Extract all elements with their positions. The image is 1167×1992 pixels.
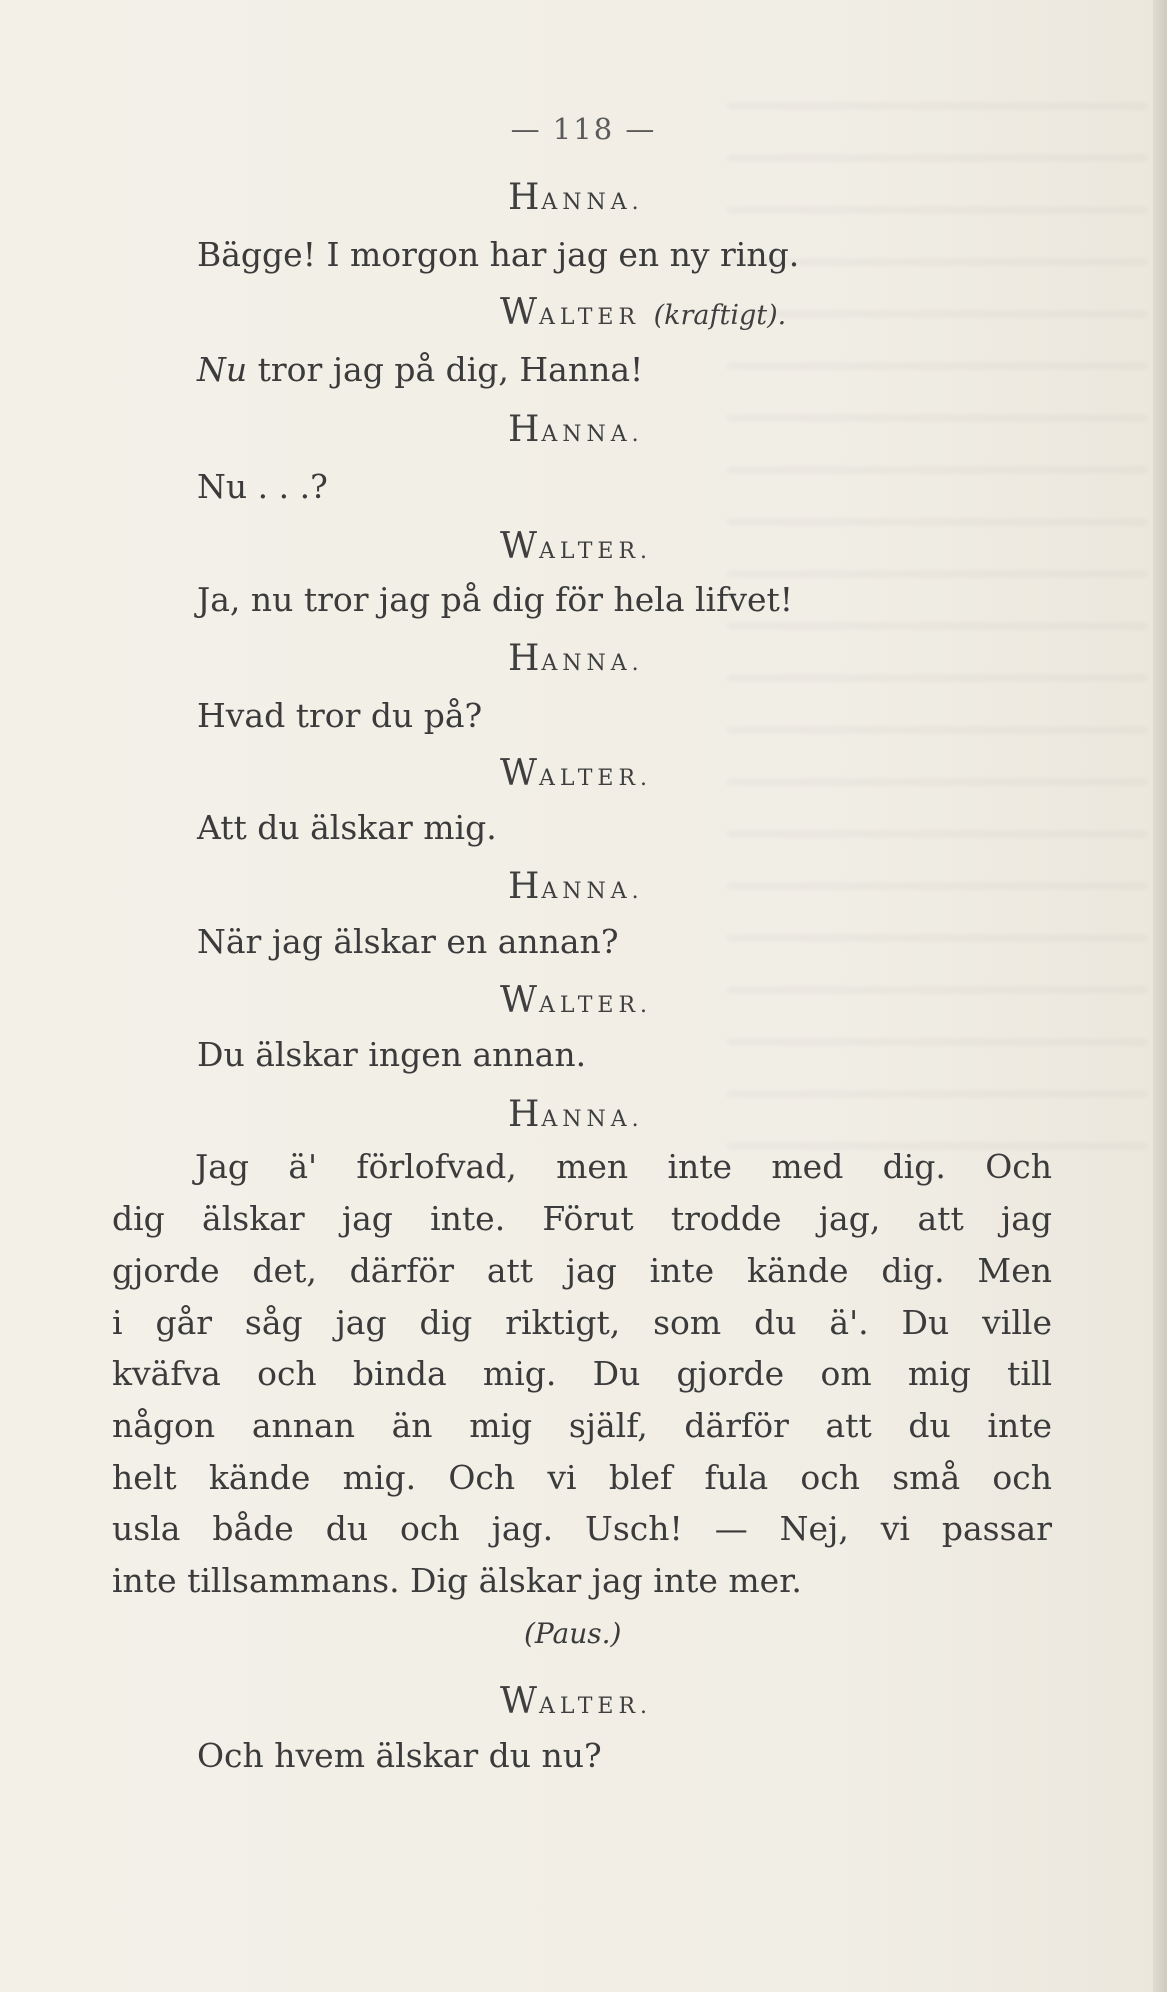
dialogue-line-7: När jag älskar en annan? (197, 922, 619, 961)
speaker-walter-2: WALTER. (500, 526, 653, 567)
dialogue-line-8: Du älskar ingen annan. (197, 1035, 587, 1074)
page-edge (1153, 0, 1167, 1992)
stage-direction-paus: (Paus.) (524, 1617, 622, 1650)
dialogue-line-1: Bägge! I morgon har jag en ny ring. (197, 235, 800, 274)
dialogue-line-2 (197, 350, 644, 389)
stage-direction-kraftigt: (kraftigt). (653, 300, 787, 331)
speech-line-4: i går såg jag dig riktigt, som du ä'. Du ville (112, 1303, 1052, 1342)
speaker-walter-3: WALTER. (500, 753, 653, 794)
dialogue-line-6: Att du älskar mig. (197, 808, 497, 847)
speaker-hanna-5: HANNA. (508, 1094, 644, 1135)
speech-line-5: kväfva och binda mig. Du gjorde om mig till (112, 1354, 1052, 1393)
dialogue-line-3: Nu . . .? (197, 467, 328, 506)
speaker-hanna-2: HANNA. (508, 409, 644, 450)
page-number: — 118 — (510, 112, 657, 146)
speaker-hanna-4: HANNA. (508, 866, 644, 907)
speech-line-3: gjorde det, därför att jag inte kände dig. Men (112, 1251, 1052, 1290)
speaker-walter-1 (500, 292, 787, 333)
speaker-walter-4: WALTER. (500, 980, 653, 1021)
speaker-hanna-1: HANNA. (508, 177, 644, 218)
dialogue-line-2-text: tror jag på dig, Hanna! (247, 350, 644, 389)
speaker-walter-1-name: WALTER (500, 292, 641, 333)
speech-line-8: usla både du och jag. Usch! — Nej, vi passar (112, 1509, 1052, 1548)
dialogue-line-final: Och hvem älskar du nu? (197, 1736, 602, 1775)
speech-line-2: dig älskar jag inte. Förut trodde jag, att jag (112, 1199, 1052, 1238)
speaker-walter-5: WALTER. (500, 1681, 653, 1722)
speaker-hanna-3: HANNA. (508, 638, 644, 679)
dialogue-line-5: Hvad tror du på? (197, 696, 483, 735)
speech-line-6: någon annan än mig själf, därför att du inte (112, 1406, 1052, 1445)
dialogue-line-4: Ja, nu tror jag på dig för hela lifvet! (197, 580, 794, 619)
emphasis-nu: Nu (197, 350, 248, 389)
speech-line-7: helt kände mig. Och vi blef fula och små och (112, 1458, 1052, 1497)
speech-line-1: Jag ä' förlofvad, men inte med dig. Och (195, 1147, 1052, 1186)
speech-line-9: inte tillsammans. Dig älskar jag inte mer. (112, 1561, 802, 1600)
